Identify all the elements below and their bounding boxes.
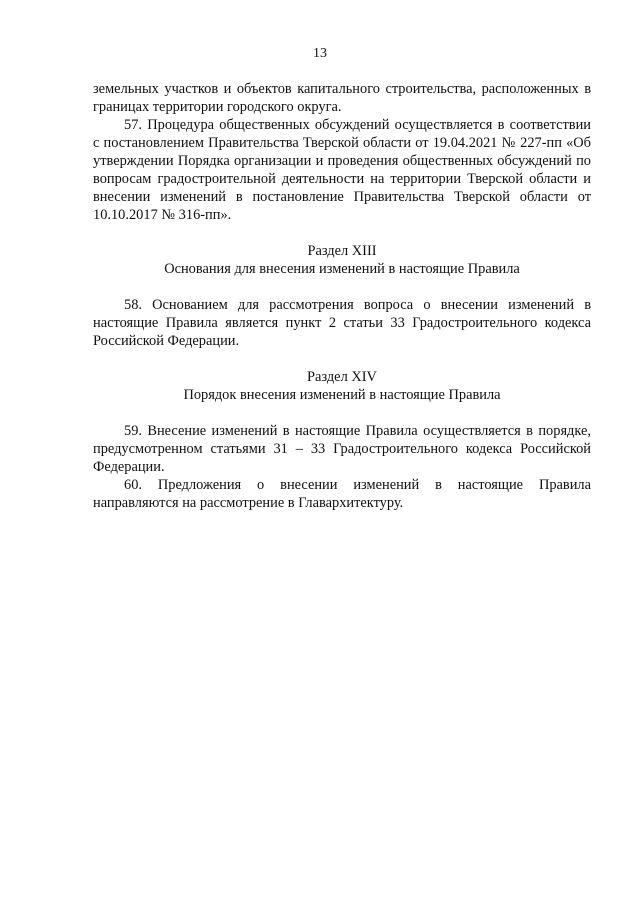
paragraph-58: 58. Основанием для рассмотрения вопроса о внесении изменений в настоящие Правила является пункт 2 статьи 33 Градостроительного кодекса Российской Федерации. xyxy=(93,297,591,349)
section-14-title: Порядок внесения изменений в настоящие Правила xyxy=(183,387,501,403)
page-body xyxy=(93,80,591,512)
section-13-number: Раздел XIII xyxy=(307,243,377,259)
section-14-number: Раздел XIV xyxy=(307,369,377,385)
paragraph-continuation: земельных участков и объектов капитального строительства, расположенных в границах территории городского округа. xyxy=(93,81,591,115)
paragraph-59: 59. Внесение изменений в настоящие Правила осуществляется в порядке, предусмотренном статьями 31 – 33 Градостроительного кодекса Российской Федерации. xyxy=(93,423,591,475)
paragraph-60: 60. Предложения о внесении изменений в настоящие Правила направляются на рассмотрение в Главархитектуру. xyxy=(93,477,591,511)
page-number: 13 xyxy=(313,46,327,61)
section-13-title: Основания для внесения изменений в настоящие Правила xyxy=(164,261,520,277)
paragraph-57: 57. Процедура общественных обсуждений осуществляется в соответствии с постановлением Правительства Тверской области от 19.04.2021 № 227-пп «Об утверждении Порядка организации и проведения общественных обсуждений по вопросам градостроительной деятельности на территории Тверской области и внесении изменений в постановление Правительства Тверской области от 10.10.2017 № 316-пп». xyxy=(93,117,591,223)
